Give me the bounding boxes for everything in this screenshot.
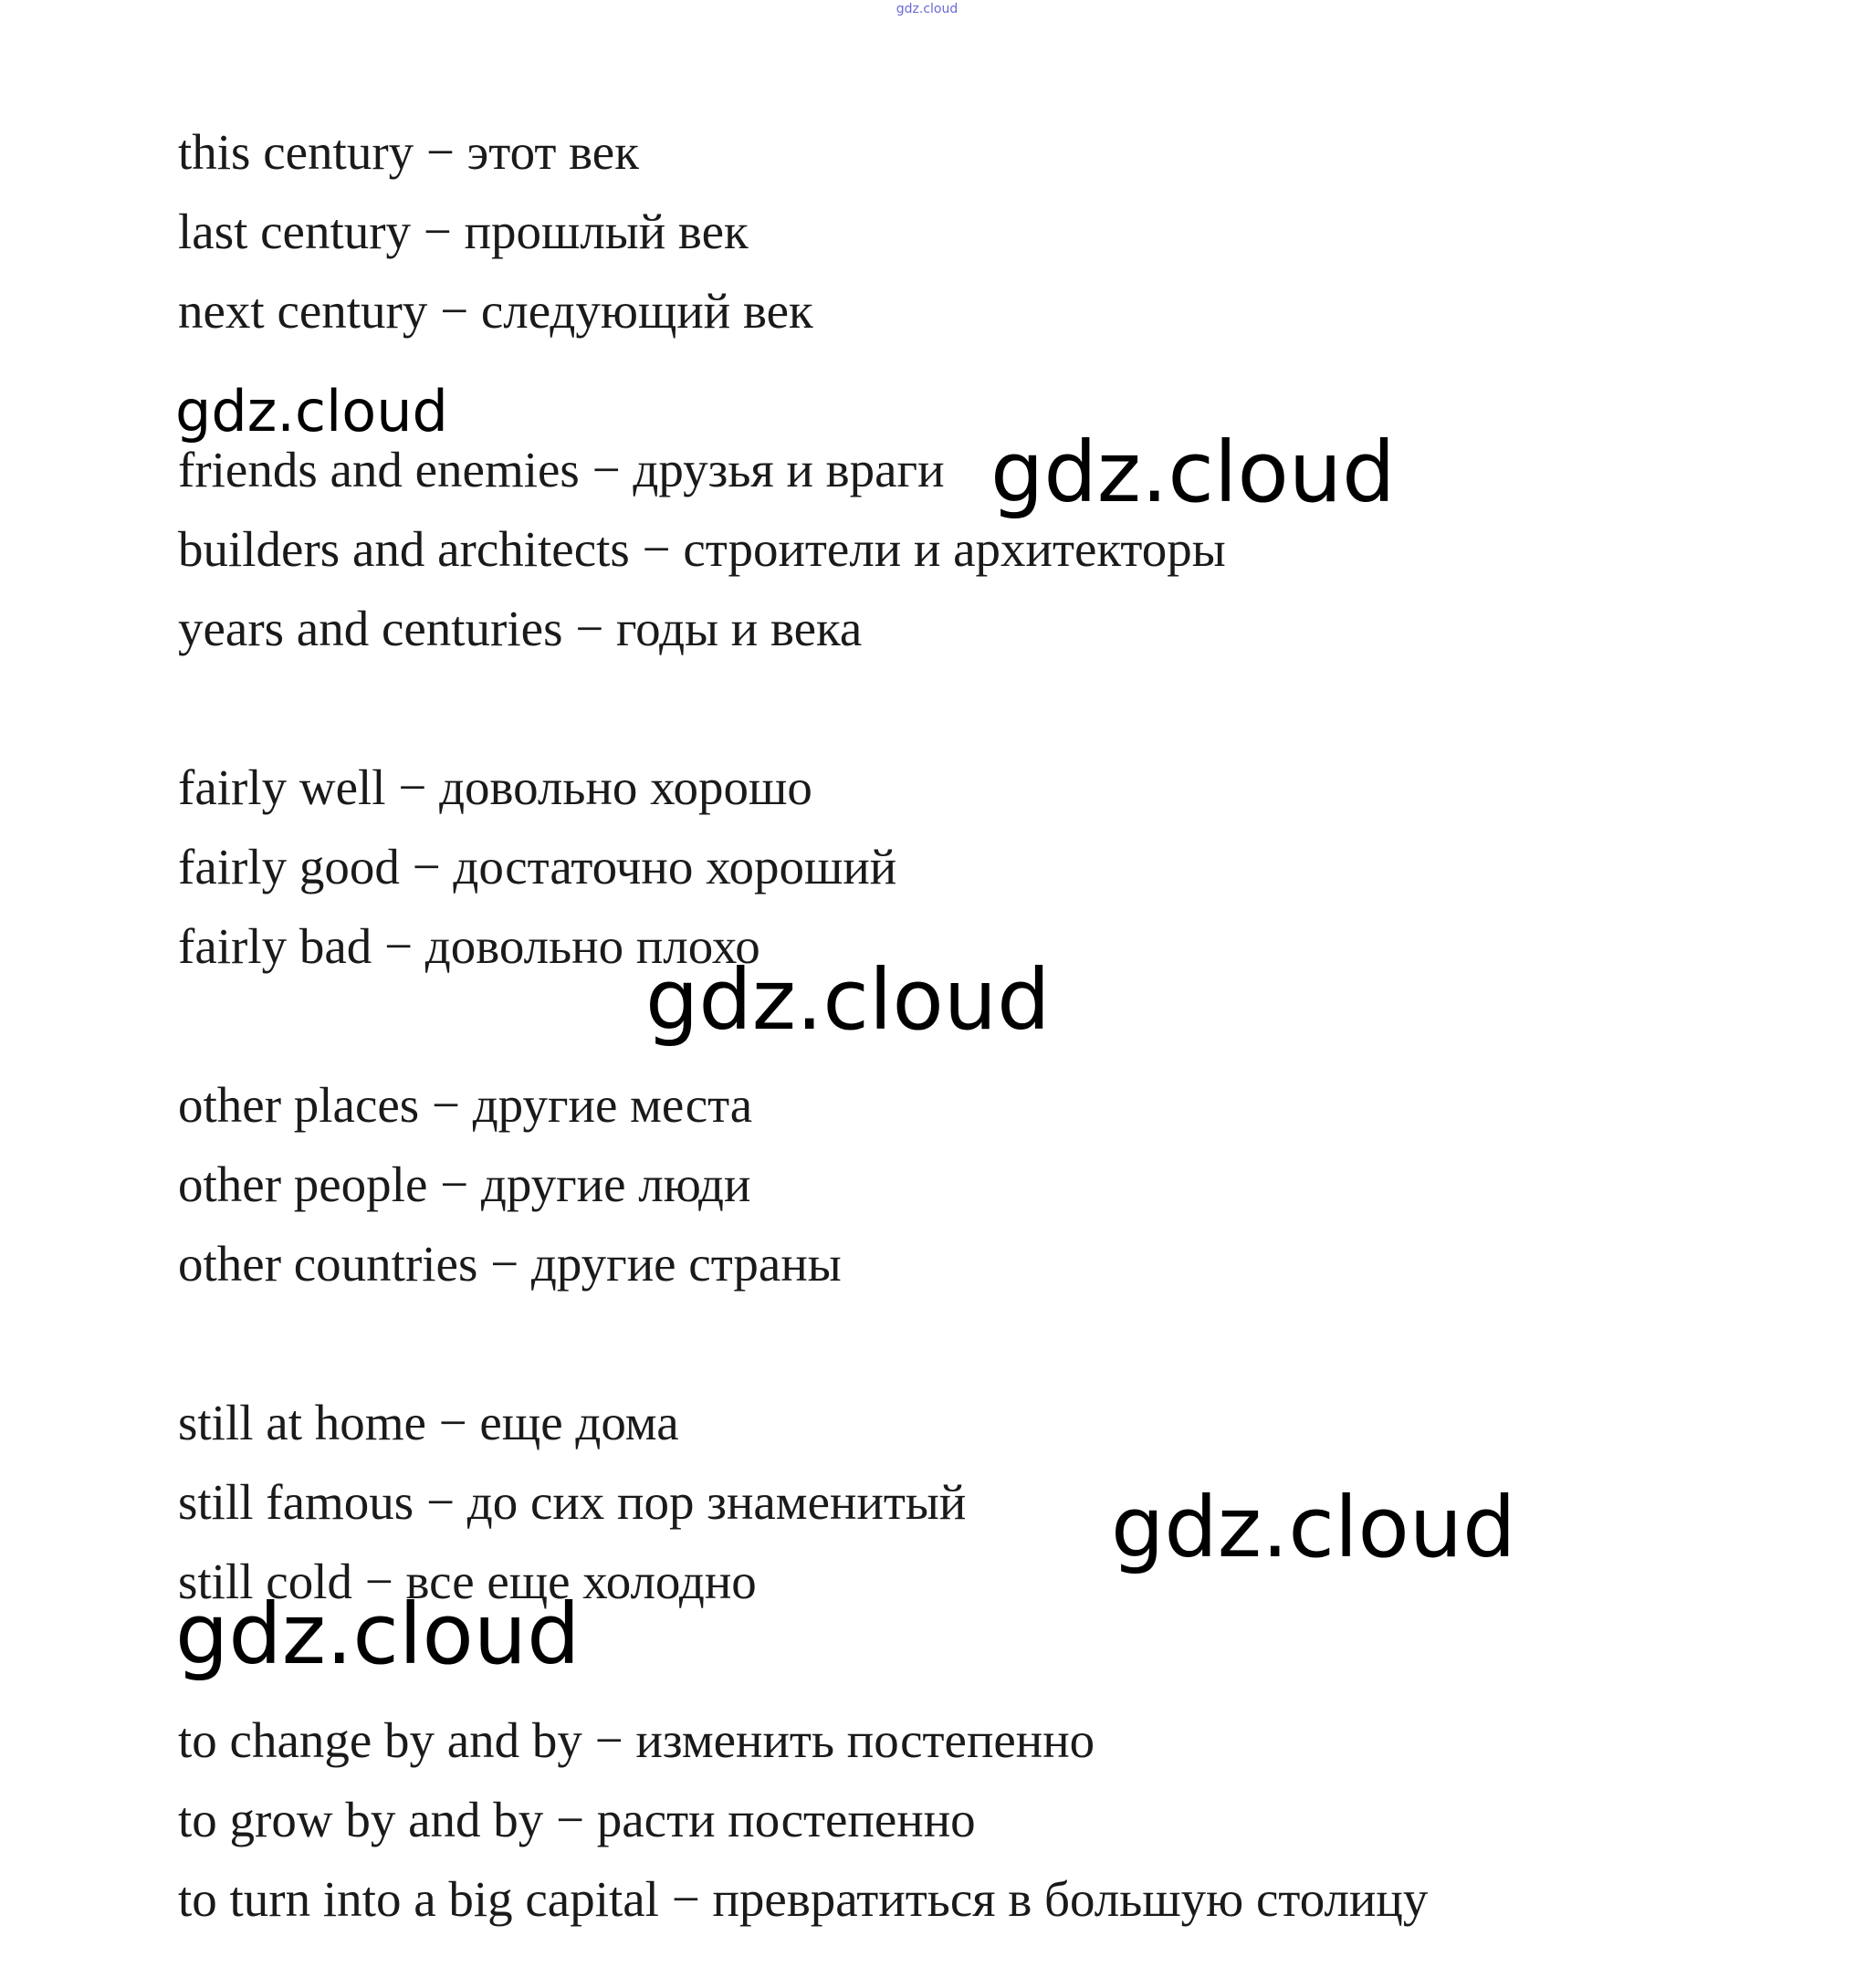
phrase-line: next century − следующий век <box>178 283 813 339</box>
phrase-line: builders and architects − строители и архитекторы <box>178 521 1226 577</box>
phrase-line: still at home − еще дома <box>178 1395 679 1450</box>
watermark: gdz.cloud <box>175 1585 581 1683</box>
watermark: gdz.cloud <box>645 951 1051 1049</box>
phrase-line: still cold − все еще холодно <box>178 1554 757 1609</box>
phrase-line: still famous − до сих пор знаменитый <box>178 1474 967 1530</box>
phrase-line: years and centuries − годы и века <box>178 601 863 656</box>
watermark: gdz.cloud <box>990 424 1396 521</box>
site-mark: gdz.cloud <box>896 2 958 16</box>
phrase-line: other people − другие люди <box>178 1156 751 1212</box>
phrase-line: this century − этот век <box>178 124 639 180</box>
phrase-line: to change by and by − изменить постепенно <box>178 1712 1095 1768</box>
phrase-line: friends and enemies − друзья и враги <box>178 442 945 497</box>
phrase-line: fairly bad − довольно плохо <box>178 918 760 974</box>
phrase-line: last century − прошлый век <box>178 204 749 259</box>
phrase-line: fairly well − довольно хорошо <box>178 759 812 815</box>
phrase-line: other countries − другие страны <box>178 1236 842 1292</box>
phrase-line: other places − другие места <box>178 1077 753 1133</box>
phrase-line: to grow by and by − расти постепенно <box>178 1792 976 1847</box>
watermark: gdz.cloud <box>1111 1479 1516 1576</box>
phrase-line: fairly good − достаточно хороший <box>178 839 897 895</box>
watermark: gdz.cloud <box>175 378 448 445</box>
phrase-line: to turn into a big capital − превратиться в большую столицу <box>178 1871 1429 1927</box>
